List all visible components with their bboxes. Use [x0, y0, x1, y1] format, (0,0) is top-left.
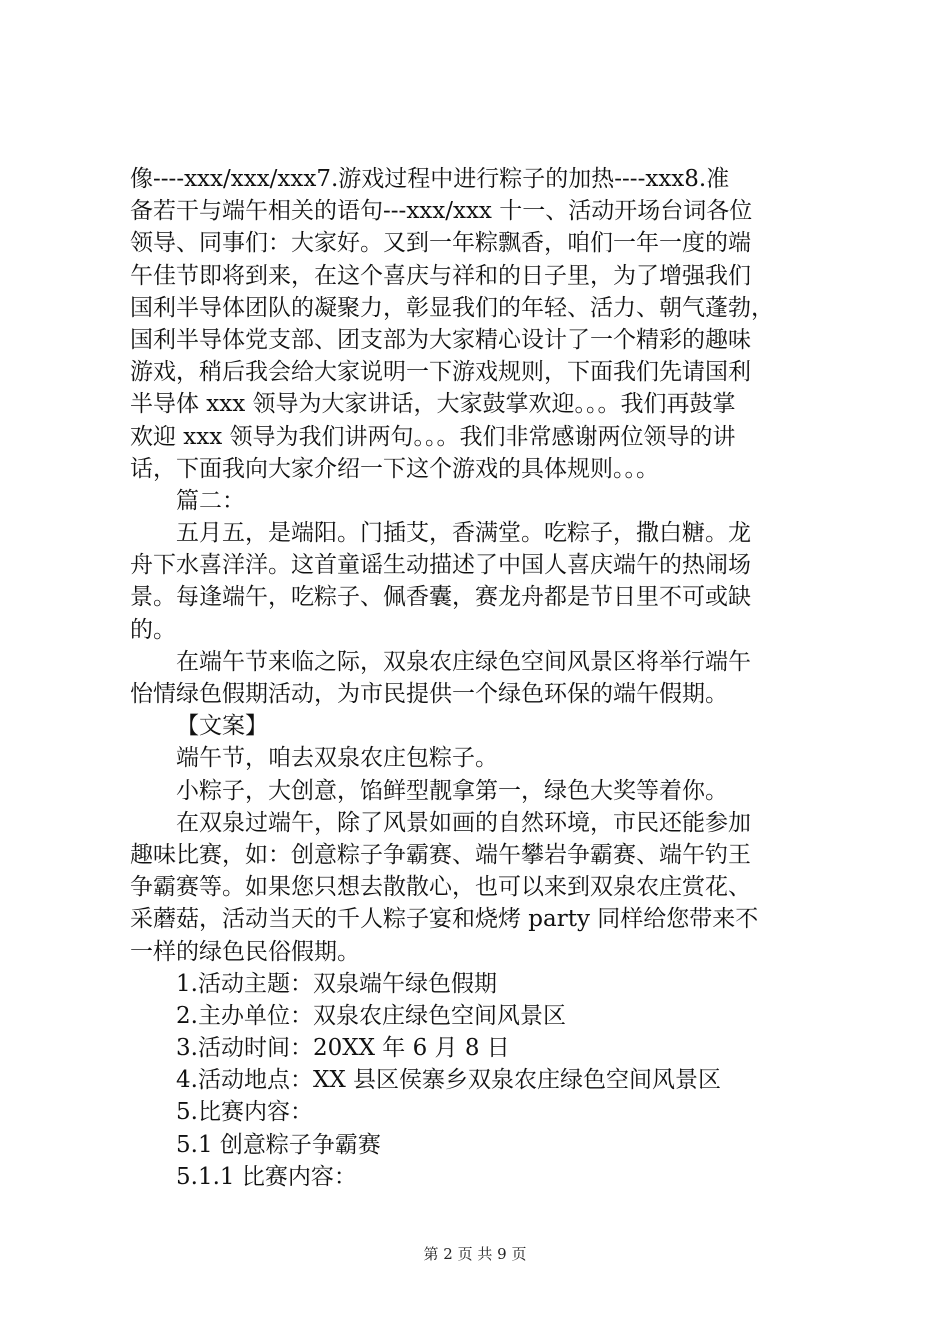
- text-line: 半导体 xxx 领导为大家讲话，大家鼓掌欢迎。。。我们再鼓掌: [130, 391, 736, 418]
- list-item: 5.1 创意粽子争霸赛: [176, 1131, 381, 1158]
- text-line: 一样的绿色民俗假期。: [130, 938, 360, 965]
- text-line: 趣味比赛，如：创意粽子争霸赛、端午攀岩争霸赛、端午钓王: [130, 841, 751, 868]
- list-item: 5.1.1 比赛内容：: [176, 1163, 357, 1190]
- text-line: 国利半导体团队的凝聚力，彰显我们的年轻、活力、朝气蓬勃，: [130, 294, 774, 321]
- text-line: 争霸赛等。如果您只想去散散心，也可以来到双泉农庄赏花、: [130, 874, 751, 901]
- text-line: 小粽子，大创意，馅鲜型靓拿第一，绿色大奖等着你。: [176, 777, 728, 804]
- text-line: 话，下面我向大家介绍一下这个游戏的具体规则。。。: [130, 455, 659, 482]
- list-item: 2.主办单位：双泉农庄绿色空间风景区: [176, 1002, 566, 1029]
- section-heading: 【文案】: [176, 713, 268, 740]
- text-line: 备若干与端午相关的语句---xxx/xxx 十一、活动开场台词各位: [130, 198, 753, 225]
- document-body: [130, 163, 835, 1193]
- text-line: 舟下水喜洋洋。这首童谣生动描述了中国人喜庆端午的热闹场: [130, 552, 751, 579]
- text-line: 在端午节来临之际，双泉农庄绿色空间风景区将举行端午: [176, 648, 751, 675]
- list-item: 4.活动地点：XX 县区侯寨乡双泉农庄绿色空间风景区: [176, 1067, 722, 1094]
- text-line: 的。: [130, 616, 176, 643]
- text-line: 五月五，是端阳。门插艾，香满堂。吃粽子，撒白糖。龙: [176, 520, 751, 547]
- text-line: 怡情绿色假期活动，为市民提供一个绿色环保的端午假期。: [130, 681, 728, 707]
- text-line: 在双泉过端午，除了风景如画的自然环境，市民还能参加: [176, 809, 751, 836]
- text-line: 午佳节即将到来，在这个喜庆与祥和的日子里，为了增强我们: [130, 262, 751, 289]
- text-line: 像----xxx/xxx/xxx7.游戏过程中进行粽子的加热----xxx8.准: [130, 166, 730, 192]
- text-line: 欢迎 xxx 领导为我们讲两句。。。我们非常感谢两位领导的讲: [130, 423, 736, 450]
- text-line: 景。每逢端午，吃粽子、佩香囊，赛龙舟都是节日里不可或缺: [130, 584, 751, 611]
- text-line: 国利半导体党支部、团支部为大家精心设计了一个精彩的趣味: [130, 326, 751, 353]
- text-line: 采蘑菇，活动当天的千人粽子宴和烧烤 party 同样给您带来不: [130, 906, 759, 933]
- section-heading: 篇二：: [176, 487, 245, 514]
- text-line: 端午节，咱去双泉农庄包粽子。: [176, 745, 498, 772]
- page-footer: 第 2 页 共 9 页: [423, 1245, 527, 1263]
- text-line: 游戏，稍后我会给大家说明一下游戏规则，下面我们先请国利: [130, 359, 751, 386]
- text-line: 领导、同事们：大家好。又到一年粽飘香，咱们一年一度的端: [130, 230, 751, 257]
- list-item: 3.活动时间：20XX 年 6 月 8 日: [176, 1035, 510, 1062]
- list-item: 1.活动主题：双泉端午绿色假期: [176, 970, 497, 997]
- list-item: 5.比赛内容：: [176, 1099, 313, 1126]
